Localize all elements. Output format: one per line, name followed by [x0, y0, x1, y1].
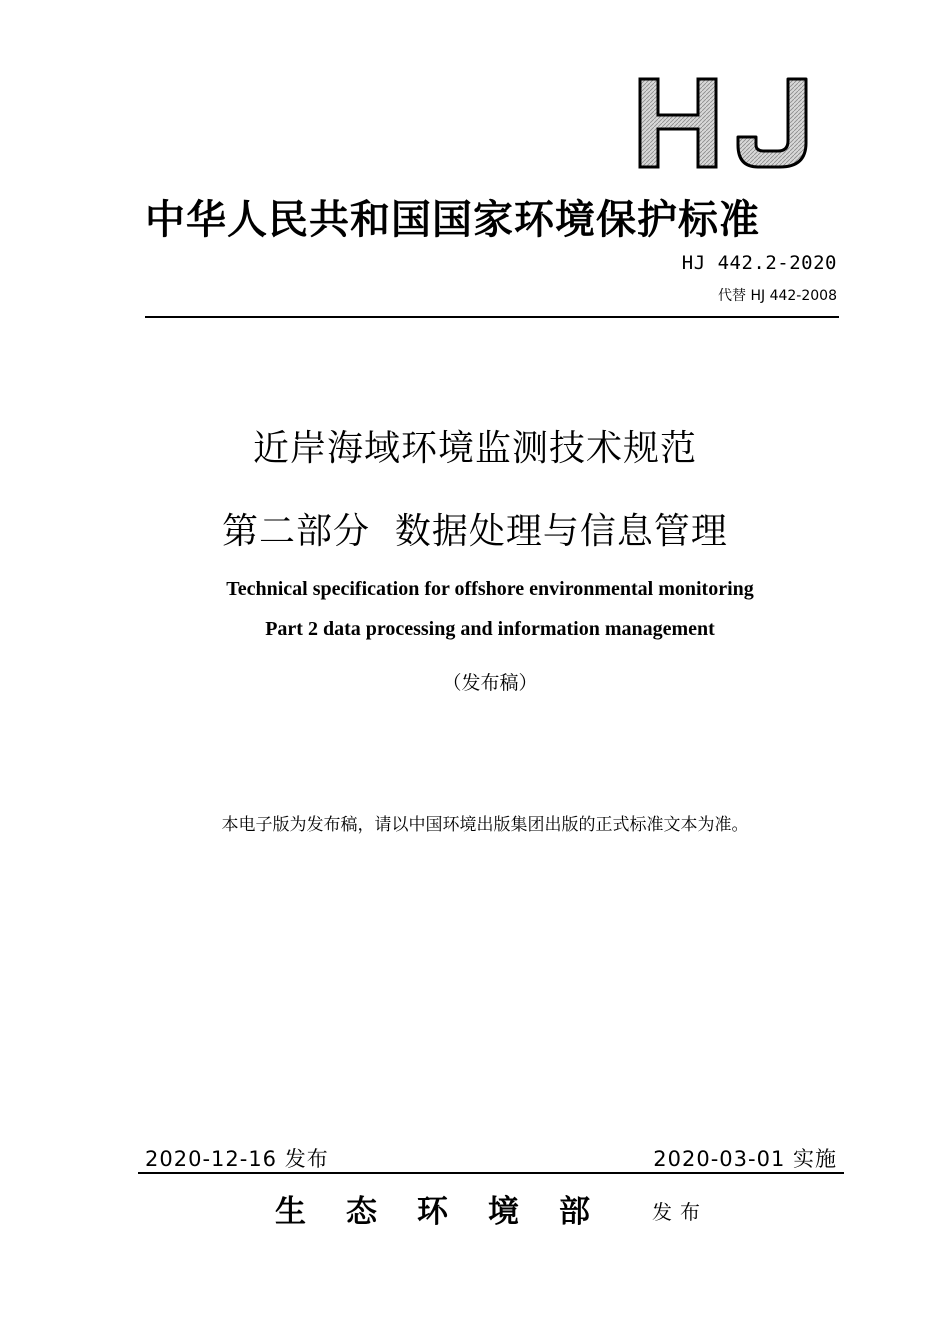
title-chinese-line2: 第二部分 数据处理与信息管理 [222, 511, 728, 552]
replaces-standard: 代替 HJ 442-2008 [718, 288, 837, 304]
title-english-line2: Part 2 data processing and information management [265, 618, 715, 640]
electronic-version-notice: 本电子版为发布稿，请以中国环境出版集团出版的正式标准文本为准。 [221, 815, 749, 835]
org-title: 中华人民共和国国家环境保护标准 [145, 196, 760, 243]
draft-label: （发布稿） [442, 672, 538, 694]
logo-letter-h [640, 79, 716, 167]
footer-divider [138, 1172, 844, 1174]
header-divider [145, 316, 839, 318]
issuing-ministry: 生态环境部 [275, 1194, 630, 1230]
logo-letter-j [738, 79, 806, 167]
issue-date: 2020-12-16 发布 [145, 1147, 329, 1171]
title-english-line1: Technical specification for offshore environmental monitoring [226, 578, 754, 600]
implementation-date: 2020-03-01 实施 [653, 1147, 837, 1171]
title-chinese-line1: 近岸海域环境监测技术规范 [252, 428, 697, 469]
standard-code: HJ 442.2-2020 [681, 252, 837, 274]
issuing-label: 发布 [652, 1200, 708, 1224]
hj-logo [630, 75, 815, 171]
